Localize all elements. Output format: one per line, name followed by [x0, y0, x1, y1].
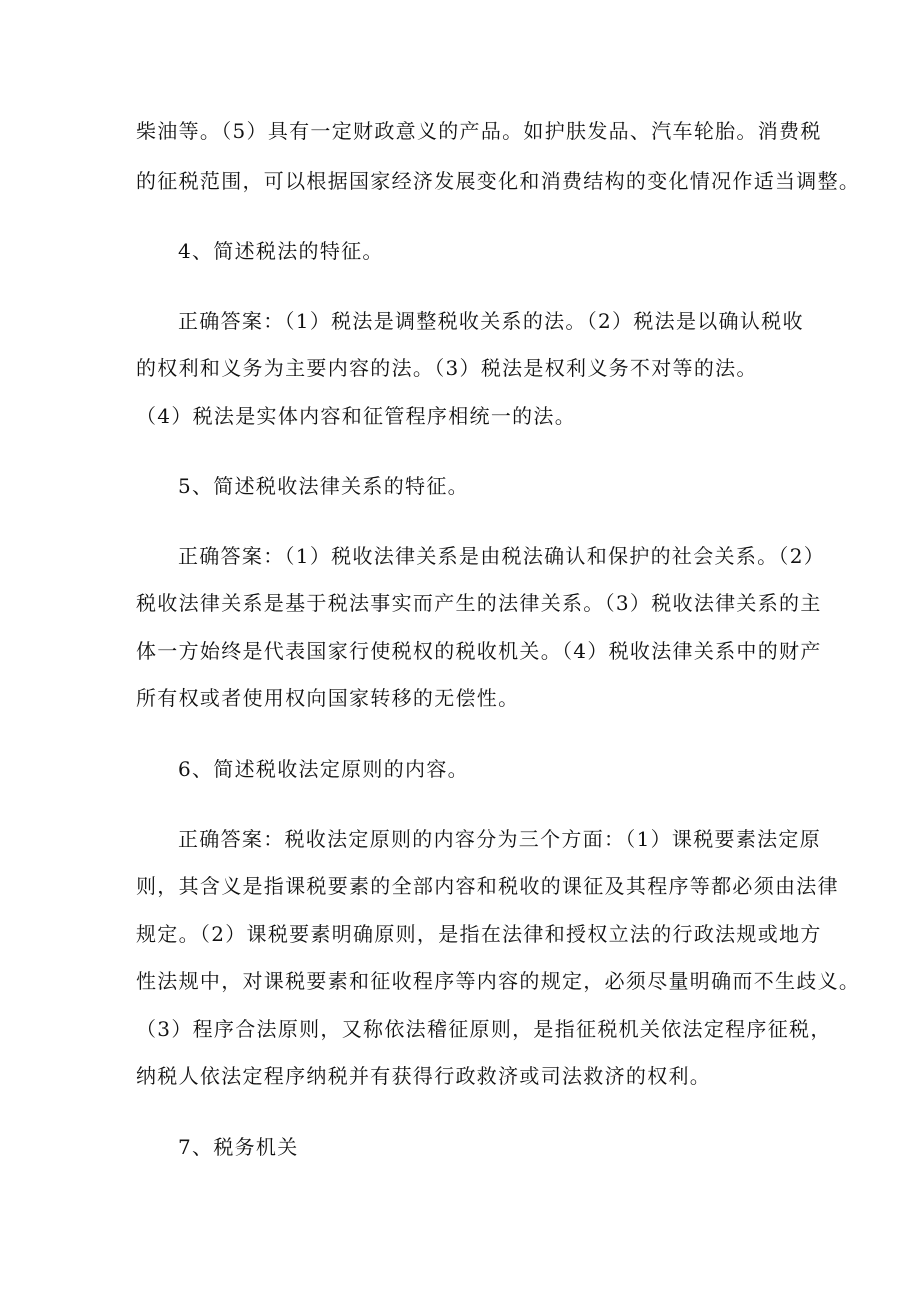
- answer-line: 体一方始终是代表国家行使税权的税收机关。（4）税收法律关系中的财产: [136, 639, 822, 663]
- answer-line: 性法规中，对课税要素和征收程序等内容的规定，必须尽量明确而不生歧义。: [136, 969, 861, 993]
- answer-line: 正确答案：税收法定原则的内容分为三个方面：（1）课税要素法定原: [178, 827, 822, 851]
- answer-line: 所有权或者使用权向国家转移的无偿性。: [136, 686, 520, 710]
- paragraph-line: 柴油等。（5）具有一定财政意义的产品。如护肤发品、汽车轮胎。消费税: [136, 119, 822, 143]
- paragraph-line: 的征税范围，可以根据国家经济发展变化和消费结构的变化情况作适当调整。: [136, 169, 861, 193]
- answer-line: 纳税人依法定程序纳税并有获得行政救济或司法救济的权利。: [136, 1064, 712, 1088]
- question-heading: 7、税务机关: [178, 1135, 299, 1159]
- answer-line: 的权利和义务为主要内容的法。（3）税法是权利义务不对等的法。: [136, 356, 758, 380]
- question-heading: 4、简述税法的特征。: [178, 239, 384, 263]
- answer-line: 则，其含义是指课税要素的全部内容和税收的课征及其程序等都必须由法律: [136, 874, 839, 898]
- answer-line: 正确答案：（1）税收法律关系是由税法确认和保护的社会关系。（2）: [178, 544, 826, 568]
- question-heading: 6、简述税收法定原则的内容。: [178, 757, 469, 781]
- answer-line: 规定。（2）课税要素明确原则，是指在法律和授权立法的行政法规或地方: [136, 922, 822, 946]
- question-heading: 5、简述税收法律关系的特征。: [178, 474, 469, 498]
- answer-line: 正确答案：（1）税法是调整税收关系的法。（2）税法是以确认税收: [178, 309, 804, 333]
- answer-line: 税收法律关系是基于税法事实而产生的法律关系。（3）税收法律关系的主: [136, 591, 822, 615]
- answer-line: （3）程序合法原则，又称依法稽征原则，是指征税机关依法定程序征税，: [136, 1017, 832, 1041]
- answer-line: （4）税法是实体内容和征管程序相统一的法。: [136, 404, 577, 428]
